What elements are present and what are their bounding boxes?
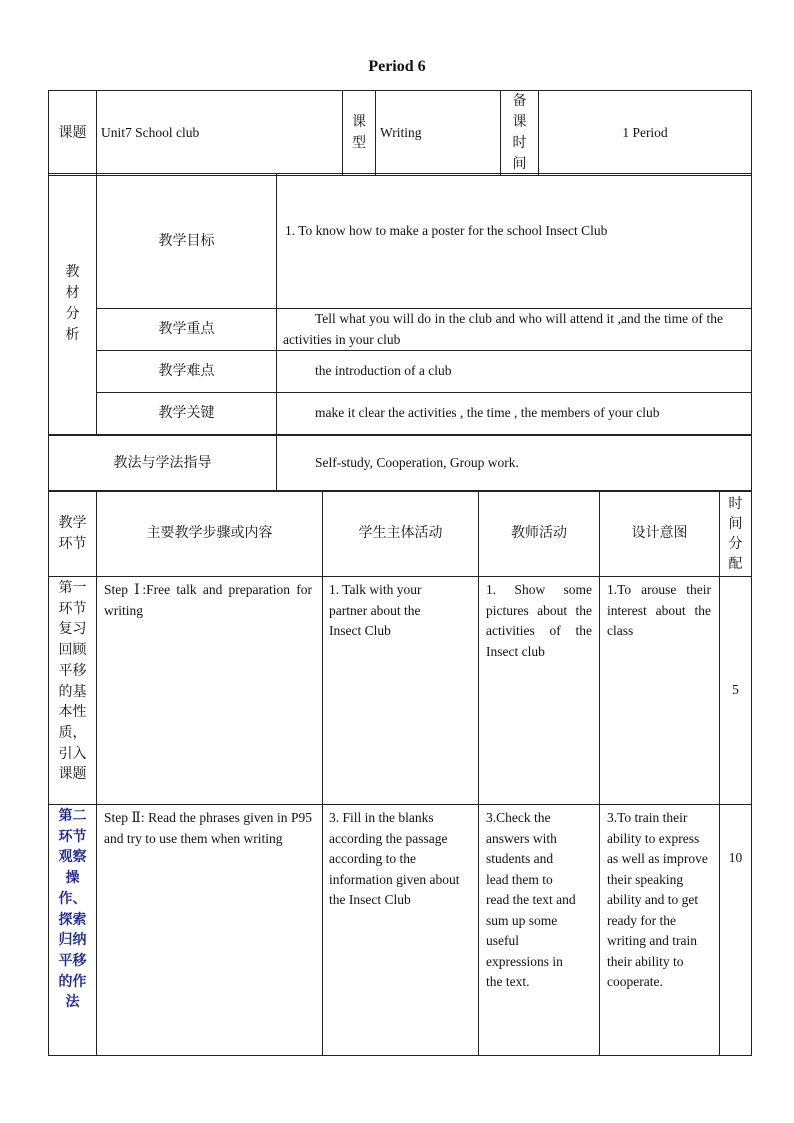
col-intent: 设计意图 — [600, 491, 720, 577]
prep-label — [501, 91, 539, 176]
step2-phase-text: 第二环节观察操作、探索归纳平移的作法 — [58, 808, 87, 1011]
key-label: 教学关键 — [97, 393, 277, 435]
step1-student: 1. Talk with your partner about the Insect Club — [323, 577, 479, 805]
prep-value: 1 Period — [539, 91, 752, 176]
step2-student: 3. Fill in the blanks according the passage according to the information given about the Insect Club — [323, 805, 479, 1056]
lesson-header-table — [48, 90, 752, 176]
focus-value: Tell what you will do in the club and who will attend it ,and the time of the activities in your club — [277, 309, 752, 351]
lesson-label: 课题 — [49, 91, 97, 176]
method-label: 教法与学法指导 — [49, 436, 277, 492]
step2-time: 10 — [720, 805, 752, 1056]
analysis-section-label — [49, 174, 97, 435]
table-row — [49, 805, 752, 1056]
goal-value — [277, 174, 752, 309]
focus-label: 教学重点 — [97, 309, 277, 351]
analysis-table — [48, 173, 752, 435]
col-content: 主要教学步骤或内容 — [97, 491, 323, 577]
step2-phase — [49, 805, 97, 1056]
goal-label: 教学目标 — [97, 174, 277, 309]
goal-text: 1. To know how to make a poster for the school Insect Club — [285, 223, 608, 238]
step2-content: Step Ⅱ: Read the phrases given in P95 and try to use them when writing — [97, 805, 323, 1056]
type-value: Writing — [376, 91, 501, 176]
step1-teacher: 1. Show some pictures about the activities of the Insect club — [479, 577, 600, 805]
difficulty-value: the introduction of a club — [277, 351, 752, 393]
lesson-value: Unit7 School club — [97, 91, 343, 176]
step1-content: Step Ⅰ:Free talk and preparation for writing — [97, 577, 323, 805]
step1-intent: 1.To arouse their interest about the class — [600, 577, 720, 805]
col-teacher: 教师活动 — [479, 491, 600, 577]
method-table — [48, 435, 752, 492]
type-label-text: 课型 — [352, 114, 366, 151]
document-title: Period 6 — [368, 58, 426, 75]
key-value: make it clear the activities , the time , the members of your club — [277, 393, 752, 435]
analysis-section-text: 教材分析 — [65, 264, 80, 343]
difficulty-label: 教学难点 — [97, 351, 277, 393]
col-phase — [49, 491, 97, 577]
step2-intent: 3.To train their ability to express as well as improve their speaking ability and to get ready for the writing and train their ability to cooperate. — [600, 805, 720, 1056]
table-row — [49, 577, 752, 805]
col-time-text: 时间分配 — [728, 495, 743, 572]
steps-table — [48, 490, 752, 1056]
col-student: 学生主体活动 — [323, 491, 479, 577]
col-time — [720, 491, 752, 577]
step1-time: 5 — [720, 577, 752, 805]
col-phase-text: 教学环节 — [58, 514, 87, 552]
prep-label-text: 备课时间 — [512, 93, 527, 172]
step1-phase — [49, 577, 97, 805]
type-label — [343, 91, 376, 176]
method-value: Self-study, Cooperation, Group work. — [277, 436, 752, 492]
step2-teacher: 3.Check the answers with students and lead them to read the text and sum up some useful expressions in the text. — [479, 805, 600, 1056]
step1-phase-text: 第一环节复习回顾平移的基本性质，引入课题 — [58, 580, 87, 783]
